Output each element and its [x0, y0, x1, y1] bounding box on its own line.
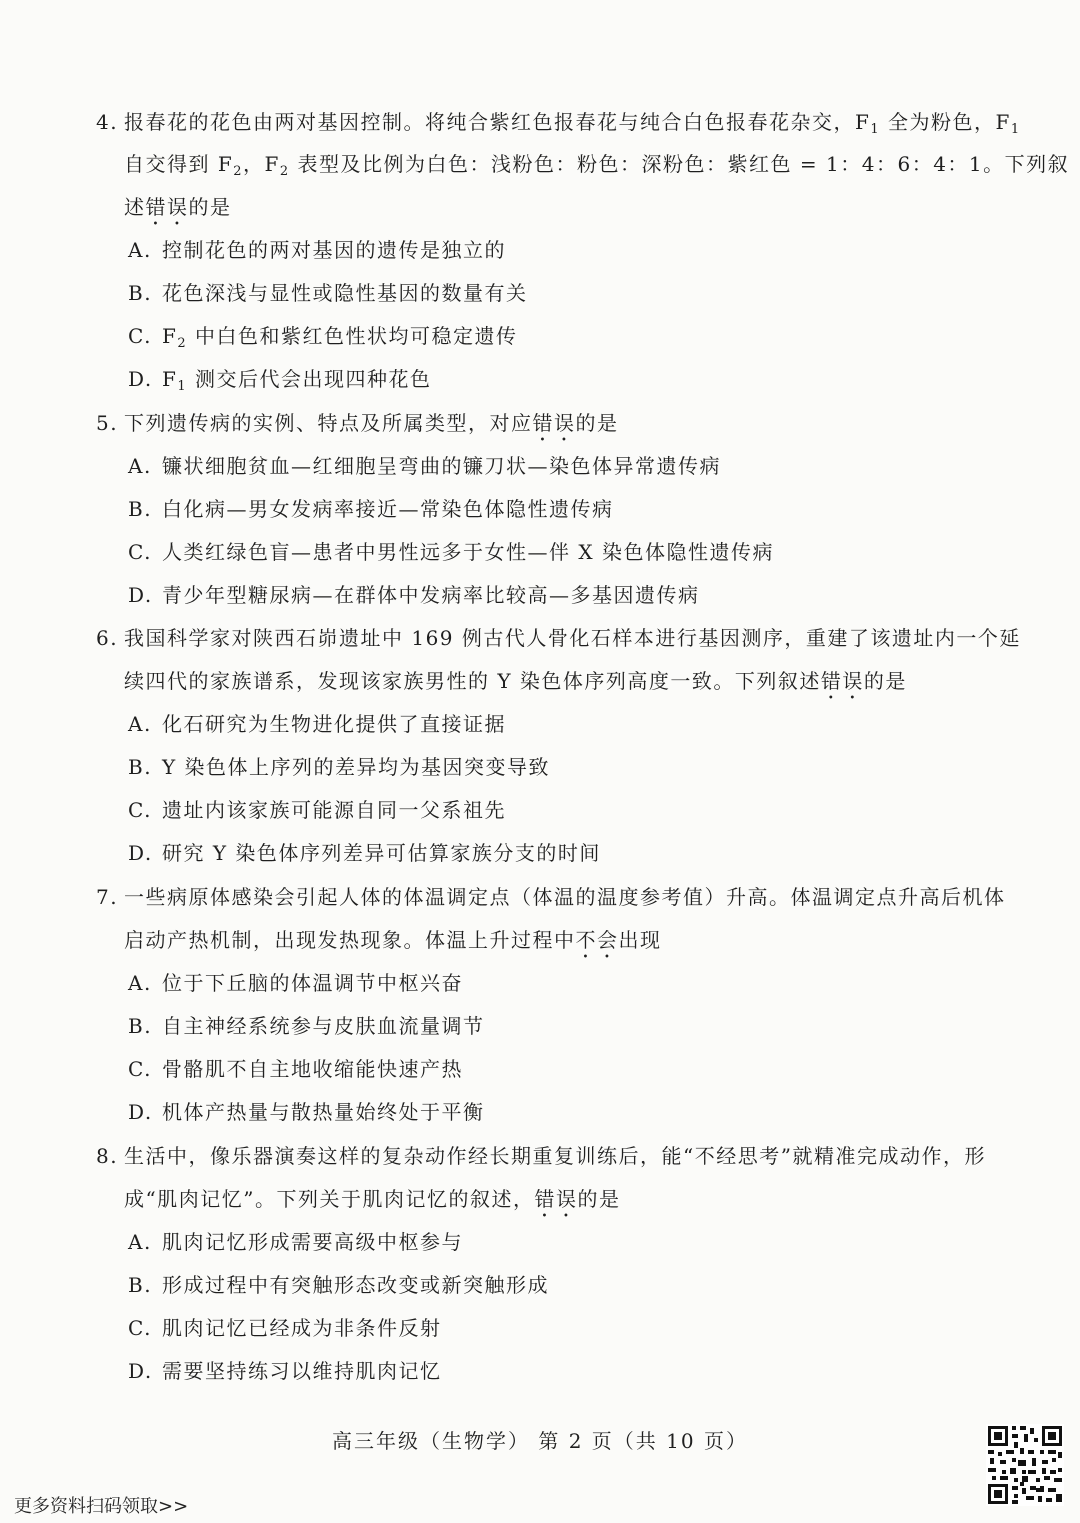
- question-5-option-b: B. 白化病—男女发病率接近—常染色体隐性遗传病: [128, 497, 614, 521]
- question-4-option-a: A. 控制花色的两对基因的遗传是独立的: [128, 238, 506, 262]
- emphasis-word: 错误: [532, 411, 576, 435]
- question-8-option-d: D. 需要坚持练习以维持肌肉记忆: [128, 1359, 442, 1383]
- question-7-option-b: B. 自主神经系统参与皮肤血流量调节: [128, 1014, 485, 1038]
- question-6-option-a: A. 化石研究为生物进化提供了直接证据: [128, 712, 506, 736]
- question-8-stem-line-1: 8. 生活中，像乐器演奏这样的复杂动作经长期重复训练后，能“不经思考”就精准完成动作，形: [96, 1144, 986, 1168]
- question-8-option-c: C. 肌肉记忆已经成为非条件反射: [128, 1316, 442, 1340]
- question-8-option-a: A. 肌肉记忆形成需要高级中枢参与: [128, 1230, 463, 1254]
- page-footer: 高三年级（生物学） 第 2 页（共 10 页）: [332, 1429, 748, 1453]
- question-5-option-d: D. 青少年型糖尿病—在群体中发病率比较高—多基因遗传病: [128, 583, 700, 607]
- question-5-option-a: A. 镰状细胞贫血—红细胞呈弯曲的镰刀状—染色体异常遗传病: [128, 454, 721, 478]
- question-7-option-c: C. 骨骼肌不自主地收缩能快速产热: [128, 1057, 463, 1081]
- question-7-stem-line-2: 启动产热机制，出现发热现象。体温上升过程中不会出现: [124, 928, 662, 952]
- question-4-option-d: D. $F_1$ 测交后代会出现四种花色: [128, 367, 432, 394]
- question-4-option-c: C. $F_2$ 中白色和紫红色性状均可稳定遗传: [128, 324, 518, 351]
- question-6-option-b: B. Y 染色体上序列的差异均为基因突变导致: [128, 755, 551, 779]
- question-7-option-a: A. 位于下丘脑的体温调节中枢兴奋: [128, 971, 463, 995]
- question-7-stem-line-1: 7. 一些病原体感染会引起人体的体温调定点（体温的温度参考值）升高。体温调定点升高后机体: [96, 885, 1006, 909]
- question-4-stem-line-3: 述错误的是: [124, 195, 232, 219]
- question-8-stem-line-2: 成“肌肉记忆”。下列关于肌肉记忆的叙述，错误的是: [124, 1187, 621, 1211]
- emphasis-word: 错误: [145, 195, 189, 219]
- question-6-option-c: C. 遗址内该家族可能源自同一父系祖先: [128, 798, 506, 822]
- question-6-stem-line-1: 6. 我国科学家对陕西石峁遗址中 169 例古代人骨化石样本进行基因测序，重建了该遗址内一个延: [96, 626, 1021, 650]
- question-5-option-c: C. 人类红绿色盲—患者中男性远多于女性—伴 X 染色体隐性遗传病: [128, 540, 774, 564]
- question-5-stem: 5. 下列遗传病的实例、特点及所属类型，对应错误的是: [96, 411, 619, 435]
- emphasis-word: 错误: [534, 1187, 578, 1211]
- qr-code-icon[interactable]: [986, 1424, 1064, 1506]
- promo-text[interactable]: 更多资料扫码领取>>: [14, 1496, 189, 1517]
- question-8-option-b: B. 形成过程中有突触形态改变或新突触形成: [128, 1273, 549, 1297]
- emphasis-word: 不会: [575, 928, 619, 952]
- question-4-stem-line-1: 4. 报春花的花色由两对基因控制。将纯合紫红色报春花与纯合白色报春花杂交，$F_1$ 全为粉色，$F_1$: [96, 110, 1021, 137]
- question-6-option-d: D. 研究 Y 染色体序列差异可估算家族分支的时间: [128, 841, 601, 865]
- question-6-stem-line-2: 续四代的家族谱系，发现该家族男性的 Y 染色体序列高度一致。下列叙述错误的是: [124, 669, 907, 693]
- question-4-option-b: B. 花色深浅与显性或隐性基因的数量有关: [128, 281, 528, 305]
- emphasis-word: 错误: [820, 669, 864, 693]
- question-4-stem-line-2: 自交得到 $F_2$，$F_2$ 表型及比例为白色：浅粉色：粉色：深粉色：紫红色 = 1：4：6：4：1。下列叙: [124, 152, 1070, 179]
- question-7-option-d: D. 机体产热量与散热量始终处于平衡: [128, 1100, 485, 1124]
- qr-code-graphic: [986, 1424, 1064, 1506]
